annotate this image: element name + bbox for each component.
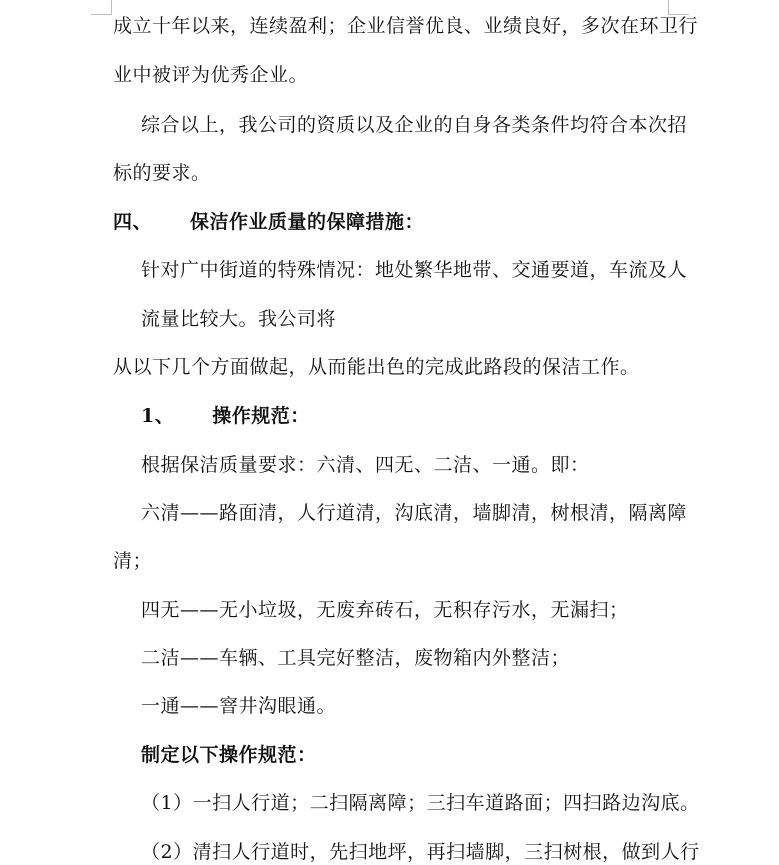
rule-line-1: （1）一扫人行道；二扫隔离障；三扫车道路面；四扫路边沟底。	[141, 792, 700, 814]
four-none-line: 四无——无小垃圾，无废弃砖石，无积存污水，无漏扫；	[141, 599, 629, 621]
intro-line-1: 针对广中街道的特殊情况：地处繁华地带、交通要道，车流及人	[141, 259, 688, 281]
section-heading-4	[113, 210, 424, 234]
intro-line-2: 流量比较大。我公司将	[141, 308, 337, 330]
section-title: 保洁作业质量的保障措施：	[190, 211, 425, 233]
subsection-number: 1、	[141, 405, 175, 427]
six-clean-line-1: 六清——路面清，人行道清，沟底清，墙脚清，树根清，隔离障	[141, 502, 688, 524]
rules-heading: 制定以下操作规范：	[141, 744, 317, 766]
rule-line-2: （2）清扫人行道时，先扫地坪，再扫墙脚，三扫树根，做到人行	[141, 841, 700, 863]
margin-corner-mark-left	[91, 0, 112, 15]
subsection-heading-1	[141, 404, 310, 428]
paragraph-continuation-line-2: 业中被评为优秀企业。	[113, 64, 309, 86]
standard-line: 根据保洁质量要求：六清、四无、二洁、一通。即：	[141, 454, 590, 476]
six-clean-line-2: 清；	[113, 550, 153, 572]
two-clean-line: 二洁——车辆、工具完好整洁，废物箱内外整洁；	[141, 647, 571, 669]
summary-line-2: 标的要求。	[113, 162, 211, 184]
margin-corner-mark-right	[668, 0, 689, 15]
intro-line-3: 从以下几个方面做起，从而能出色的完成此路段的保洁工作。	[113, 356, 640, 378]
section-number: 四、	[113, 211, 153, 233]
summary-line-1: 综合以上，我公司的资质以及企业的自身各类条件均符合本次招	[141, 114, 688, 136]
one-pass-line: 一通——窨井沟眼通。	[141, 695, 337, 717]
paragraph-continuation-line: 成立十年以来，连续盈利；企业信誉优良、业绩良好，多次在环卫行	[113, 15, 699, 37]
subsection-title: 操作规范：	[212, 405, 310, 427]
